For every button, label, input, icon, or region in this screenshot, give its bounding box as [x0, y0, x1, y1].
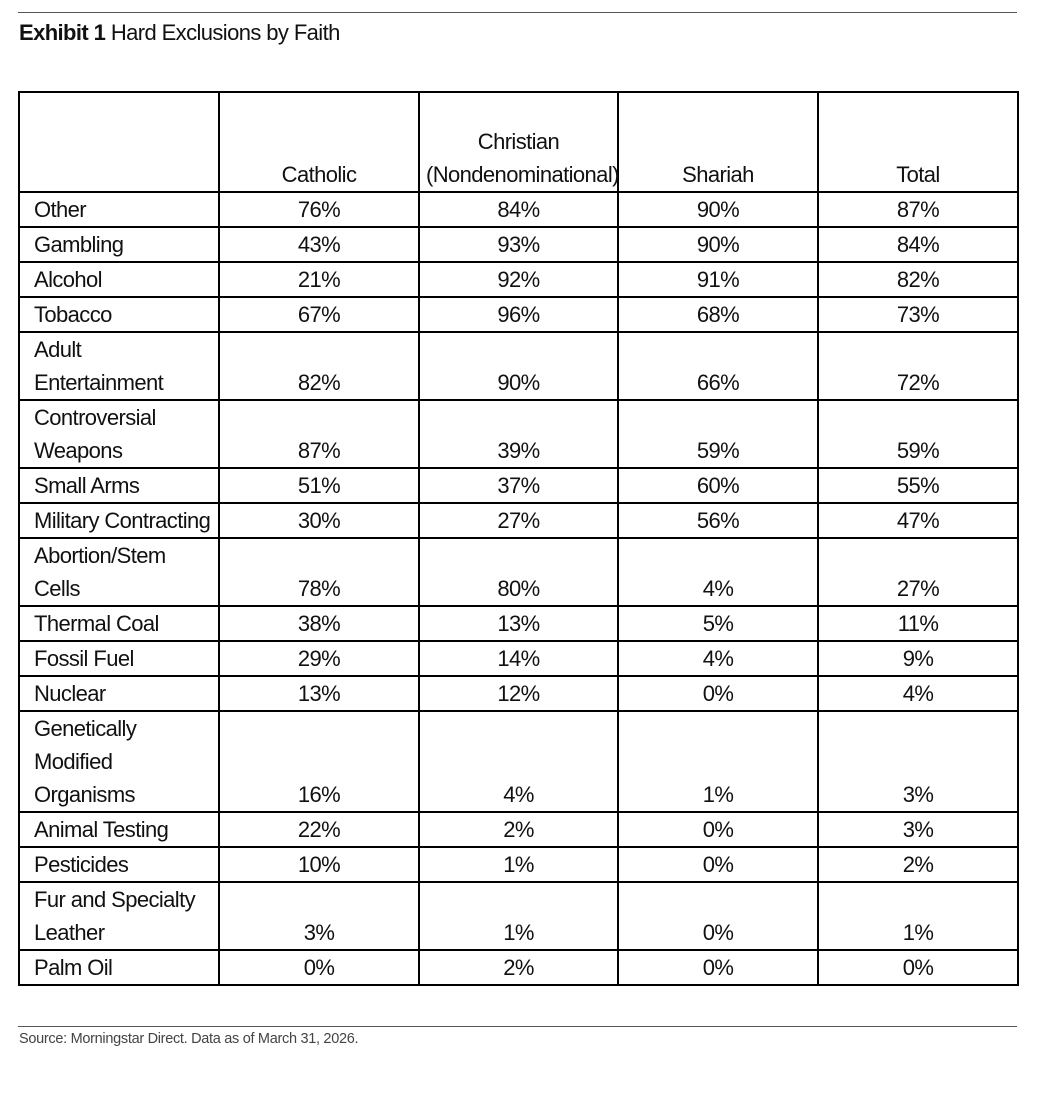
value-cell: 0%	[818, 950, 1018, 985]
row-label: Pesticides	[19, 847, 219, 882]
value-cell: 21%	[219, 262, 419, 297]
value-cell: 2%	[419, 950, 618, 985]
exclusions-table	[18, 91, 1019, 986]
value-cell: 22%	[219, 812, 419, 847]
value-cell: 5%	[618, 606, 818, 641]
value-cell: 16%	[219, 711, 419, 812]
value-cell: 92%	[419, 262, 618, 297]
row-label: Nuclear	[19, 676, 219, 711]
value-cell: 90%	[618, 192, 818, 227]
exhibit-title	[19, 20, 340, 46]
table-row	[19, 847, 1018, 882]
value-cell: 0%	[219, 950, 419, 985]
row-label: Palm Oil	[19, 950, 219, 985]
value-cell: 4%	[419, 711, 618, 812]
value-cell: 3%	[219, 882, 419, 950]
row-label: Thermal Coal	[19, 606, 219, 641]
table-row	[19, 950, 1018, 985]
value-cell: 13%	[219, 676, 419, 711]
value-cell: 93%	[419, 227, 618, 262]
value-cell: 96%	[419, 297, 618, 332]
value-cell: 10%	[219, 847, 419, 882]
value-cell: 87%	[219, 400, 419, 468]
value-cell: 91%	[618, 262, 818, 297]
exhibit-title-text: Hard Exclusions by Faith	[110, 20, 340, 45]
value-cell: 73%	[818, 297, 1018, 332]
row-label: Adult Entertainment	[19, 332, 219, 400]
value-cell: 0%	[618, 847, 818, 882]
header-corner	[19, 92, 219, 192]
header-row	[19, 92, 1018, 192]
value-cell: 82%	[818, 262, 1018, 297]
value-cell: 76%	[219, 192, 419, 227]
value-cell: 11%	[818, 606, 1018, 641]
row-label: Controversial Weapons	[19, 400, 219, 468]
row-label: Genetically Modified Organisms	[19, 711, 219, 812]
table-row	[19, 262, 1018, 297]
value-cell: 1%	[419, 882, 618, 950]
value-cell: 12%	[419, 676, 618, 711]
value-cell: 2%	[419, 812, 618, 847]
table-row	[19, 192, 1018, 227]
value-cell: 2%	[818, 847, 1018, 882]
source-note: Source: Morningstar Direct. Data as of March 31, 2026.	[19, 1031, 359, 1047]
value-cell: 59%	[818, 400, 1018, 468]
value-cell: 43%	[219, 227, 419, 262]
value-cell: 14%	[419, 641, 618, 676]
row-label: Small Arms	[19, 468, 219, 503]
value-cell: 90%	[618, 227, 818, 262]
table-row	[19, 332, 1018, 400]
table-row	[19, 468, 1018, 503]
row-label: Fur and Specialty Leather	[19, 882, 219, 950]
value-cell: 68%	[618, 297, 818, 332]
table-row	[19, 641, 1018, 676]
value-cell: 0%	[618, 676, 818, 711]
value-cell: 66%	[618, 332, 818, 400]
value-cell: 84%	[818, 227, 1018, 262]
value-cell: 84%	[419, 192, 618, 227]
row-label: Fossil Fuel	[19, 641, 219, 676]
exhibit-label: Exhibit 1	[19, 20, 106, 45]
value-cell: 90%	[419, 332, 618, 400]
value-cell: 4%	[618, 641, 818, 676]
table-row	[19, 676, 1018, 711]
value-cell: 87%	[818, 192, 1018, 227]
table-row	[19, 538, 1018, 606]
row-label: Animal Testing	[19, 812, 219, 847]
value-cell: 1%	[818, 882, 1018, 950]
table-row	[19, 297, 1018, 332]
value-cell: 78%	[219, 538, 419, 606]
value-cell: 4%	[818, 676, 1018, 711]
value-cell: 4%	[618, 538, 818, 606]
value-cell: 3%	[818, 711, 1018, 812]
value-cell: 29%	[219, 641, 419, 676]
value-cell: 9%	[818, 641, 1018, 676]
value-cell: 1%	[618, 711, 818, 812]
value-cell: 82%	[219, 332, 419, 400]
table-row	[19, 227, 1018, 262]
top-rule	[18, 12, 1017, 13]
value-cell: 37%	[419, 468, 618, 503]
bottom-rule	[18, 1026, 1017, 1027]
value-cell: 55%	[818, 468, 1018, 503]
value-cell: 0%	[618, 812, 818, 847]
column-header: Christian (Nondenominational)	[419, 92, 618, 192]
value-cell: 38%	[219, 606, 419, 641]
value-cell: 47%	[818, 503, 1018, 538]
column-header: Total	[818, 92, 1018, 192]
row-label: Gambling	[19, 227, 219, 262]
table-row	[19, 400, 1018, 468]
value-cell: 0%	[618, 882, 818, 950]
row-label: Tobacco	[19, 297, 219, 332]
value-cell: 80%	[419, 538, 618, 606]
column-header: Catholic	[219, 92, 419, 192]
value-cell: 51%	[219, 468, 419, 503]
value-cell: 59%	[618, 400, 818, 468]
value-cell: 1%	[419, 847, 618, 882]
value-cell: 0%	[618, 950, 818, 985]
table-row	[19, 711, 1018, 812]
value-cell: 27%	[818, 538, 1018, 606]
table-row	[19, 812, 1018, 847]
value-cell: 60%	[618, 468, 818, 503]
row-label: Alcohol	[19, 262, 219, 297]
value-cell: 3%	[818, 812, 1018, 847]
row-label: Abortion/Stem Cells	[19, 538, 219, 606]
value-cell: 13%	[419, 606, 618, 641]
value-cell: 27%	[419, 503, 618, 538]
table-row	[19, 882, 1018, 950]
value-cell: 30%	[219, 503, 419, 538]
table-row	[19, 503, 1018, 538]
table-row	[19, 606, 1018, 641]
row-label: Military Contracting	[19, 503, 219, 538]
value-cell: 72%	[818, 332, 1018, 400]
column-header: Shariah	[618, 92, 818, 192]
table-body	[19, 192, 1018, 985]
value-cell: 67%	[219, 297, 419, 332]
row-label: Other	[19, 192, 219, 227]
value-cell: 56%	[618, 503, 818, 538]
value-cell: 39%	[419, 400, 618, 468]
